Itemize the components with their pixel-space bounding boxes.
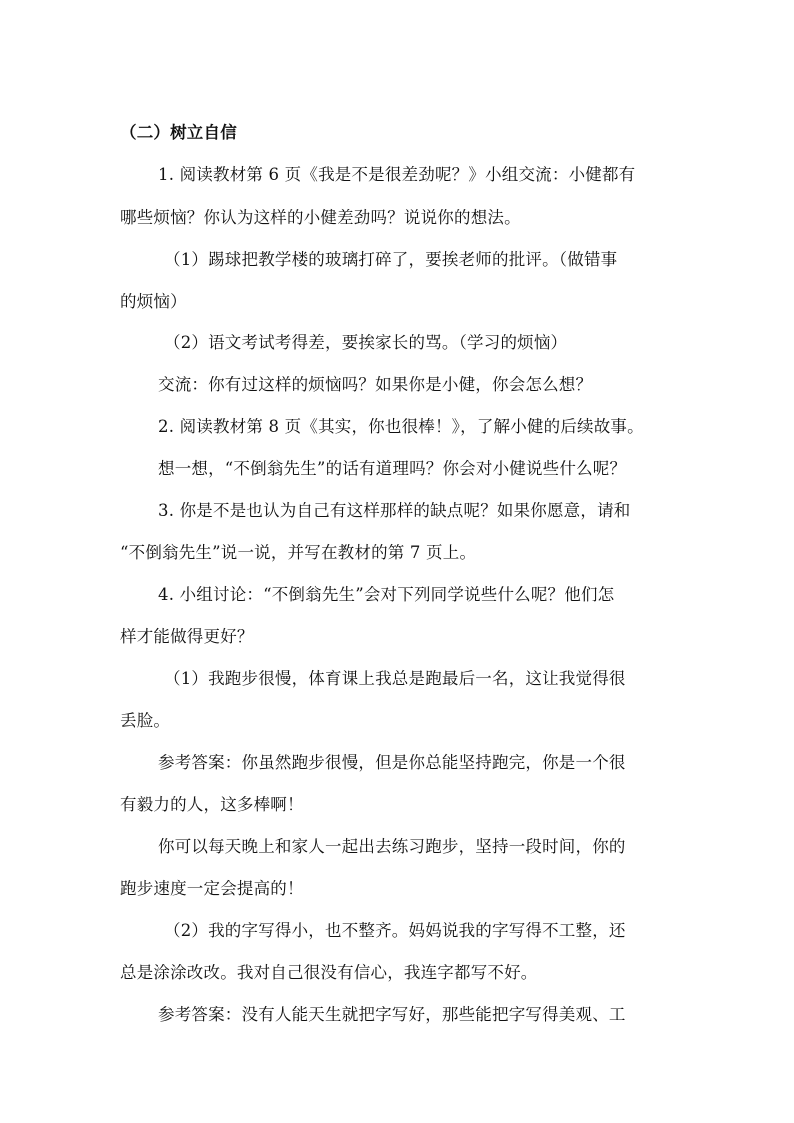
paragraph-line: 跑步速度一定会提高的！ xyxy=(120,879,304,898)
paragraph-line: 交流：你有过这样的烦恼吗？如果你是小健，你会怎么想？ xyxy=(158,375,593,394)
section-heading: （二）树立自信 xyxy=(120,123,237,142)
paragraph-line: 哪些烦恼？你认为这样的小健差劲吗？说说你的想法。 xyxy=(120,208,521,227)
paragraph-line: 参考答案：没有人能天生就把字写好，那些能把字写得美观、工 xyxy=(158,1005,626,1024)
paragraph-line: 参考答案：你虽然跑步很慢，但是你总能坚持跑完，你是一个很 xyxy=(158,753,626,772)
paragraph-line: 总是涂涂改改。我对自己很没有信心，我连字都写不好。 xyxy=(120,963,538,982)
paragraph-line: 有毅力的人，这多棒啊！ xyxy=(120,795,304,814)
paragraph-line: 的烦恼） xyxy=(120,292,187,311)
paragraph-line: （1）踢球把教学楼的玻璃打碎了，要挨老师的批评。（做错事 xyxy=(164,250,618,269)
paragraph-line: 样才能做得更好？ xyxy=(120,627,254,646)
paragraph-line: 想一想，“不倒翁先生”的话有道理吗？你会对小健说些什么呢？ xyxy=(158,459,627,478)
paragraph-line: 4. 小组讨论：“不倒翁先生”会对下列同学说些什么呢？他们怎 xyxy=(158,585,615,604)
paragraph-line: 你可以每天晚上和家人一起出去练习跑步，坚持一段时间，你的 xyxy=(158,837,626,856)
paragraph-line: （1）我跑步很慢，体育课上我总是跑最后一名，这让我觉得很 xyxy=(164,669,626,688)
paragraph-line: 1. 阅读教材第 6 页《我是不是很差劲呢？》小组交流：小健都有 xyxy=(158,165,636,184)
paragraph-line: （2）我的字写得小，也不整齐。妈妈说我的字写得不工整，还 xyxy=(164,921,626,940)
paragraph-line: 2. 阅读教材第 8 页《其实，你也很棒！》，了解小健的后续故事。 xyxy=(158,417,644,436)
paragraph-line: “不倒翁先生”说一说，并写在教材的第 7 页上。 xyxy=(120,543,477,562)
paragraph-line: 3. 你是不是也认为自己有这样那样的缺点呢？如果你愿意，请和 xyxy=(158,501,631,520)
paragraph-line: 丢脸。 xyxy=(120,711,171,730)
paragraph-line: （2）语文考试考得差，要挨家长的骂。（学习的烦恼） xyxy=(164,333,568,352)
